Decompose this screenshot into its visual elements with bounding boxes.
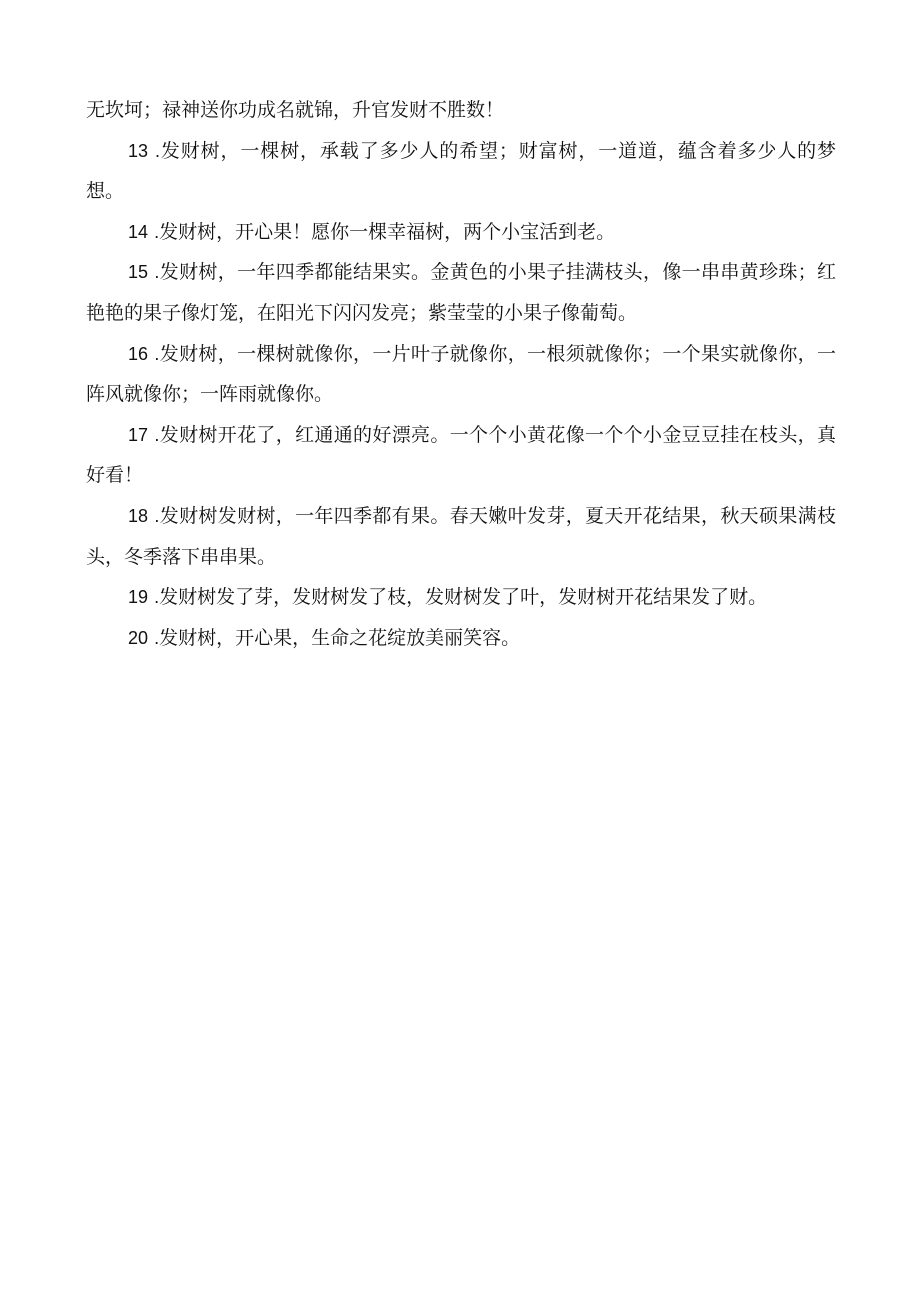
item-text: 发财树，开心果，生命之花绽放美丽笑容。 bbox=[159, 626, 521, 649]
item-text: 发财树开花了，红通通的好漂亮。一个个小黄花像一个个小金豆豆挂在枝头，真好看！ bbox=[86, 423, 836, 487]
list-item-13 bbox=[86, 131, 836, 212]
document-body bbox=[86, 90, 836, 658]
item-text: 发财树，一棵树，承载了多少人的希望；财富树，一道道，蕴含着多少人的梦想。 bbox=[86, 139, 836, 203]
item-number: 15 bbox=[128, 262, 149, 283]
list-item-20 bbox=[86, 618, 836, 659]
item-text: 发财树发了芽，发财树发了枝，发财树发了叶，发财树开花结果发了财。 bbox=[159, 586, 768, 609]
item-separator: . bbox=[154, 221, 160, 242]
item-separator: . bbox=[154, 587, 160, 608]
item-separator: . bbox=[154, 627, 160, 648]
item-number: 20 bbox=[128, 627, 149, 648]
item-number: 17 bbox=[128, 424, 149, 445]
item-text: 发财树，开心果！愿你一棵幸福树，两个小宝活到老。 bbox=[159, 220, 616, 243]
item-number: 19 bbox=[128, 587, 149, 608]
list-item-14 bbox=[86, 212, 836, 253]
item-separator: . bbox=[154, 424, 160, 445]
list-item-19 bbox=[86, 577, 836, 618]
item-number: 14 bbox=[128, 221, 149, 242]
item-separator: . bbox=[154, 505, 160, 526]
item-separator: . bbox=[154, 262, 160, 283]
item-number: 13 bbox=[128, 140, 149, 161]
item-text: 发财树发财树，一年四季都有果。春天嫩叶发芽，夏天开花结果，秋天硕果满枝头，冬季落下串串果。 bbox=[86, 504, 836, 568]
item-text: 发财树，一年四季都能结果实。金黄色的小果子挂满枝头，像一串串黄珍珠；红艳艳的果子像灯笼，在阳光下闪闪发亮；紫莹莹的小果子像葡萄。 bbox=[86, 261, 836, 324]
item-text: 发财树，一棵树就像你，一片叶子就像你，一根须就像你；一个果实就像你，一阵风就像你；一阵雨就像你。 bbox=[86, 342, 836, 406]
list-item-16 bbox=[86, 334, 836, 415]
item-number: 16 bbox=[128, 343, 149, 364]
continuation-paragraph: 无坎坷；禄神送你功成名就锦，升官发财不胜数！ bbox=[86, 99, 505, 121]
item-number: 18 bbox=[128, 505, 149, 526]
list-item-17 bbox=[86, 415, 836, 496]
item-separator: . bbox=[154, 343, 160, 364]
list-item-15 bbox=[86, 252, 836, 333]
item-separator: . bbox=[154, 140, 160, 161]
list-item-18 bbox=[86, 496, 836, 577]
